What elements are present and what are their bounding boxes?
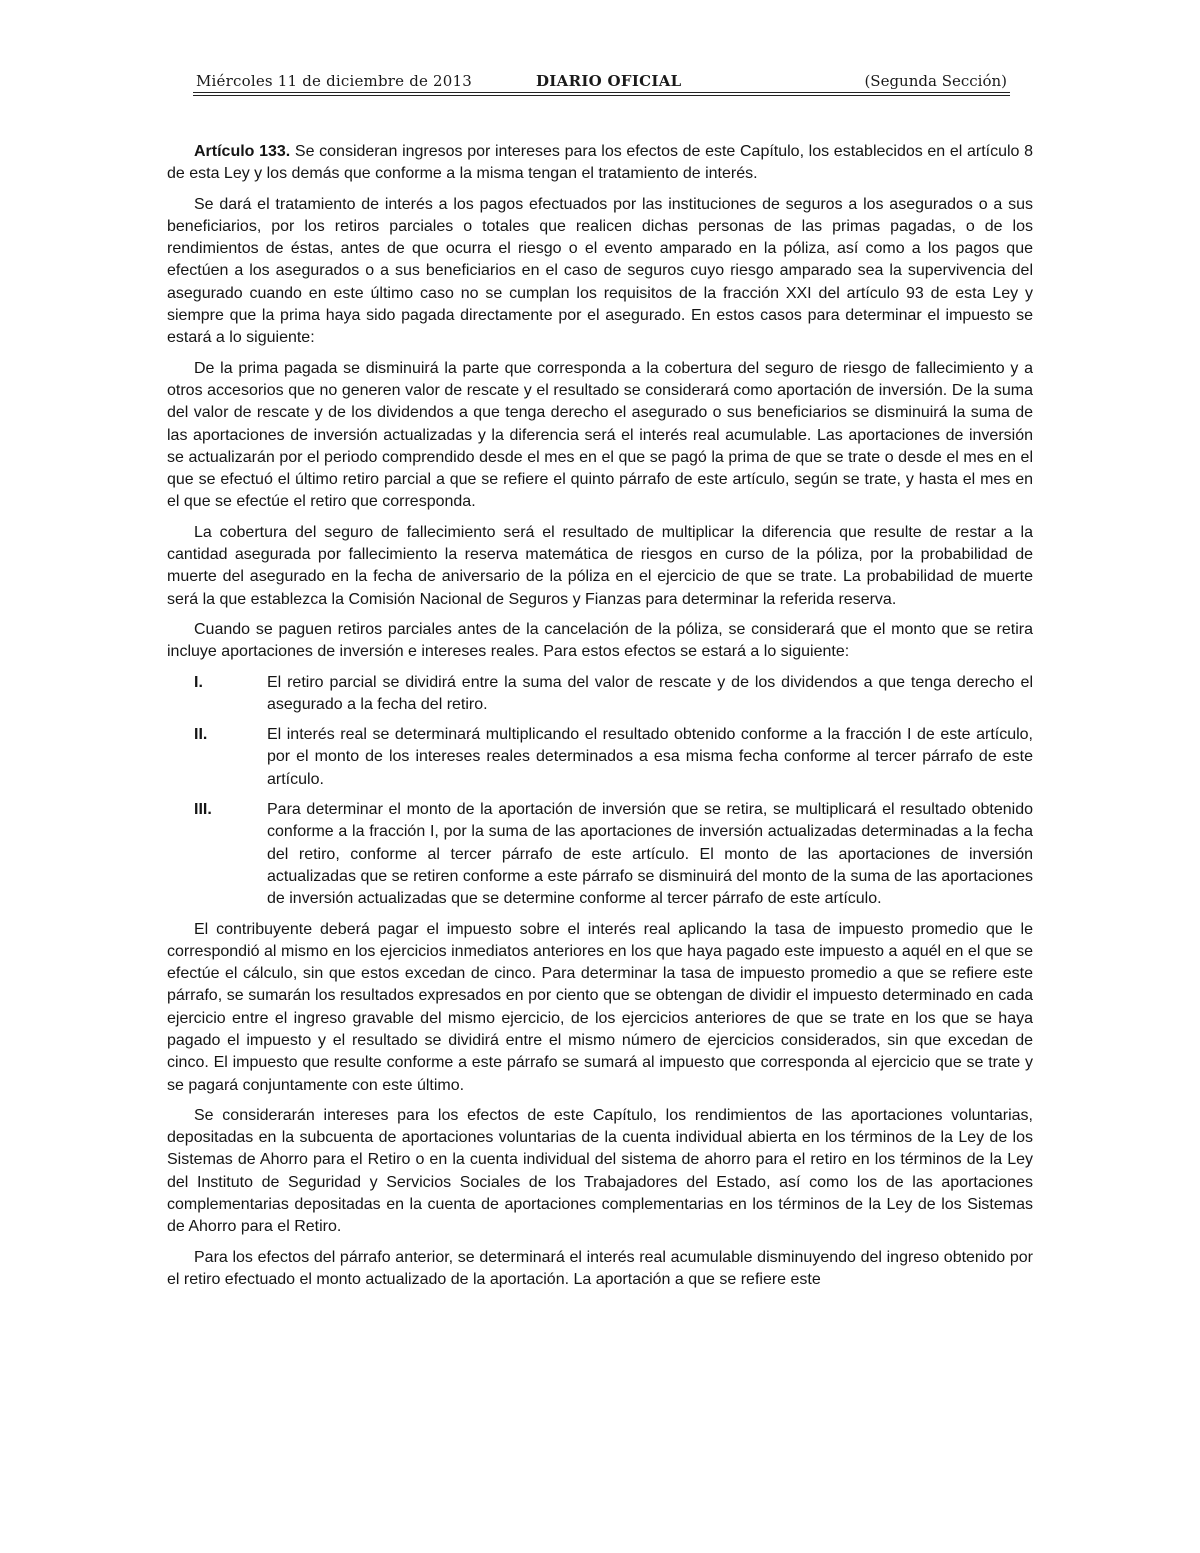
article-paragraph-text: Se consideran ingresos por intereses para los efectos de este Capítulo, los establecidos en el artículo 8 de esta Ley y los demás que conforme a la misma tengan el tratamiento de interés.: [167, 143, 1034, 183]
list-item-fraccion-ii: [167, 724, 1033, 791]
article-body: [167, 141, 1033, 1299]
list-item-fraccion-iii: [167, 799, 1033, 910]
article-paragraph-3: De la prima pagada se disminuirá la parte que corresponda a la cobertura del seguro de riesgo de fallecimiento y a otros accesorios que no generen valor de rescate y el resultado se considerará como aportación de inversión. De la suma del valor de rescate y de los dividendos a que tenga derecho el asegurado o sus beneficiarios se disminuirá la suma de las aportaciones de inversión actualizadas y la diferencia será el interés real acumulable. Las aportaciones de inversión se actualizarán por el periodo comprendido desde el mes en el que se pagó la prima de que se trate o desde el mes en el que se efectuó el último retiro parcial a que se refiere el quinto párrafo de este artículo, según se trate, y hasta el mes en el que se efectúe el retiro que corresponda.: [167, 359, 1033, 511]
article-paragraph-1: [167, 141, 1033, 186]
article-paragraph-2: Se dará el tratamiento de interés a los pagos efectuados por las instituciones de seguros a los asegurados o a sus beneficiarios, por los retiros parciales o totales que realicen dichas personas de las primas pagadas, o de los rendimientos de éstas, antes de que ocurra el riesgo o el evento amparado en la póliza, así como a los pagos que efectúen a los asegurados o a sus beneficiarios en el caso de seguros cuyo riesgo amparado sea la supervivencia del asegurado cuando en este último caso no se cumplan los requisitos de la fracción XXI del artículo 93 de esta Ley y siempre que la prima haya sido pagada directamente por el asegurado. En estos casos para determinar el impuesto se estará a lo siguiente:: [167, 195, 1033, 347]
article-paragraph-4: La cobertura del seguro de fallecimiento será el resultado de multiplicar la diferencia que resulte de restar a la cantidad asegurada por fallecimiento la reserva matemática de riesgos en curso de la póliza, por la probabilidad de muerte del asegurado en la fecha de aniversario de la póliza en el ejercicio de que se trate. La probabilidad de muerte será la que establezca la Comisión Nacional de Seguros y Fianzas para determinar la referida reserva.: [167, 523, 1033, 608]
article-paragraph-5: Cuando se paguen retiros parciales antes de la cancelación de la póliza, se considerará que el monto que se retira incluye aportaciones de inversión e intereses reales. Para estos efectos se estará a lo siguiente:: [167, 620, 1033, 661]
article-paragraph-7: Se considerarán intereses para los efectos de este Capítulo, los rendimientos de las aportaciones voluntarias, depositadas en la subcuenta de aportaciones voluntarias de la cuenta individual abierta en los términos de la Ley de los Sistemas de Ahorro para el Retiro o en la cuenta individual del sistema de ahorro para el retiro en los términos de la Ley del Instituto de Seguridad y Servicios Sociales de los Trabajadores del Estado, así como los de las aportaciones complementarias depositadas en la cuenta de aportaciones complementarias en los términos de la Ley de los Sistemas de Ahorro para el Retiro.: [167, 1106, 1033, 1236]
article-paragraph-6: El contribuyente deberá pagar el impuesto sobre el interés real aplicando la tasa de impuesto promedio que le correspondió al mismo en los ejercicios inmediatos anteriores en los que haya pagado este impuesto a aquél en el que se efectúe el cálculo, sin que estos excedan de cinco. Para determinar la tasa de impuesto promedio a que se refiere este párrafo, se sumarán los resultados expresados en por ciento que se obtengan de dividir el impuesto determinado en cada ejercicio entre el ingreso gravable del mismo ejercicio, de los ejercicios anteriores de que se trate en los que se haya pagado el impuesto y el resultado se dividirá entre el mismo número de ejercicios considerados, sin que excedan de cinco. El impuesto que resulte conforme a este párrafo se sumará al impuesto que corresponda al ejercicio que se trate y se pagará conjuntamente con este último.: [167, 920, 1033, 1094]
page-header: [193, 70, 1010, 96]
list-item-text: El interés real se determinará multiplicando el resultado obtenido conforme a la fracción I de este artículo, por el monto de los intereses reales determinados a esa misma fecha conforme al tercer párrafo de este artículo.: [267, 726, 1033, 788]
list-item-fraccion-i: [167, 672, 1033, 717]
header-publication-title: DIARIO OFICIAL: [536, 72, 682, 90]
list-item-number: II.: [194, 726, 208, 744]
list-item-number: I.: [194, 673, 203, 691]
list-item-text: Para determinar el monto de la aportación de inversión que se retira, se multiplicará el resultado obtenido conforme a la fracción I, por la suma de las aportaciones de inversión actualizadas determinadas a la fecha del retiro, conforme al tercer párrafo de este artículo. El monto de las aportaciones de inversión actualizadas que se retiren conforme a este párrafo se disminuirá del monto de la suma de las aportaciones de inversión actualizadas que se determine conforme al tercer párrafo de este artículo.: [267, 801, 1033, 908]
header-rule-double: [193, 95, 1010, 96]
list-item-text: El retiro parcial se dividirá entre la suma del valor de rescate y de los dividendos a que tenga derecho el asegurado a la fecha del retiro.: [267, 673, 1033, 713]
header-section: (Segunda Sección): [864, 72, 1007, 90]
article-heading: Artículo 133.: [194, 143, 291, 160]
header-rule: [193, 92, 1010, 93]
article-paragraph-8: Para los efectos del párrafo anterior, se determinará el interés real acumulable disminuyendo del ingreso obtenido por el retiro efectuado el monto actualizado de la aportación. La aportación a que se refiere este: [167, 1248, 1033, 1288]
list-item-number: III.: [194, 801, 212, 819]
header-date: Miércoles 11 de diciembre de 2013: [196, 72, 473, 90]
